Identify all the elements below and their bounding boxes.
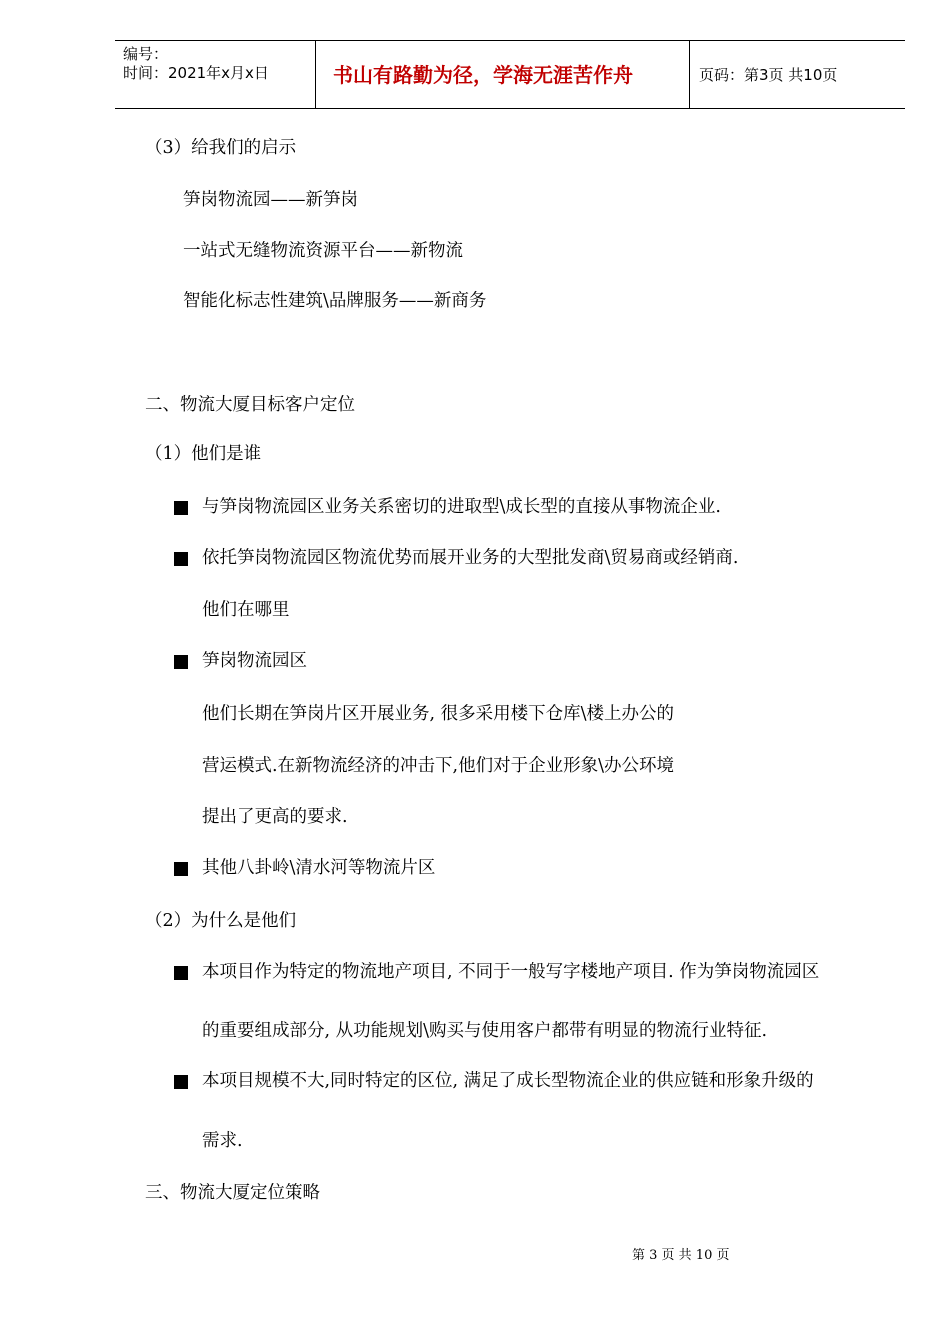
text-line: 的重要组成部分, 从功能规划\购买与使用客户都带有明显的物流行业特征. xyxy=(202,1021,768,1041)
text-line: 营运模式.在新物流经济的冲击下,他们对于企业形象\办公环境 xyxy=(202,756,675,776)
text-line: 智能化标志性建筑\品牌服务——新商务 xyxy=(183,291,487,311)
header-motto: 书山有路勤为径，学海无涯苦作舟 xyxy=(333,63,633,87)
text-line: 他们在哪里 xyxy=(202,600,290,620)
bullet-square xyxy=(174,966,188,980)
header-divider xyxy=(689,41,690,108)
text-line: 他们长期在笋岗片区开展业务, 很多采用楼下仓库\楼上办公的 xyxy=(202,704,675,724)
list-item: 本项目作为特定的物流地产项目, 不同于一般写字楼地产项目. 作为笋岗物流园区 xyxy=(202,962,820,982)
page-info: 页码：第3页 共10页 xyxy=(699,66,838,84)
text-line: 需求. xyxy=(202,1131,243,1151)
list-item: 依托笋岗物流园区物流优势而展开业务的大型批发商\贸易商或经销商. xyxy=(202,548,739,568)
list-item: 其他八卦岭\清水河等物流片区 xyxy=(202,858,436,878)
bullet-square xyxy=(174,552,188,566)
text-line: 一站式无缝物流资源平台——新物流 xyxy=(183,241,463,261)
serial-label: 编号： xyxy=(123,45,169,63)
bullet-square xyxy=(174,862,188,876)
page-header xyxy=(115,40,905,109)
page-footer: 第 3 页 共 10 页 xyxy=(632,1248,730,1263)
subsection-heading: （1）他们是谁 xyxy=(145,444,262,464)
list-item: 本项目规模不大,同时特定的区位, 满足了成长型物流企业的供应链和形象升级的 xyxy=(202,1071,814,1091)
header-divider xyxy=(315,41,316,108)
subsection-heading: （2）为什么是他们 xyxy=(145,911,297,931)
section-heading: 二、物流大厦目标客户定位 xyxy=(145,395,355,415)
bullet-square xyxy=(174,655,188,669)
time-label: 时间：2021年x月x日 xyxy=(123,64,269,82)
list-item: 与笋岗物流园区业务关系密切的进取型\成长型的直接从事物流企业. xyxy=(202,497,721,517)
section-heading: 三、物流大厦定位策略 xyxy=(145,1183,320,1203)
bullet-square xyxy=(174,501,188,515)
subsection-heading: （3）给我们的启示 xyxy=(145,138,297,158)
bullet-square xyxy=(174,1075,188,1089)
list-item: 笋岗物流园区 xyxy=(202,651,307,671)
text-line: 提出了更高的要求. xyxy=(202,807,348,827)
text-line: 笋岗物流园——新笋岗 xyxy=(183,190,358,210)
